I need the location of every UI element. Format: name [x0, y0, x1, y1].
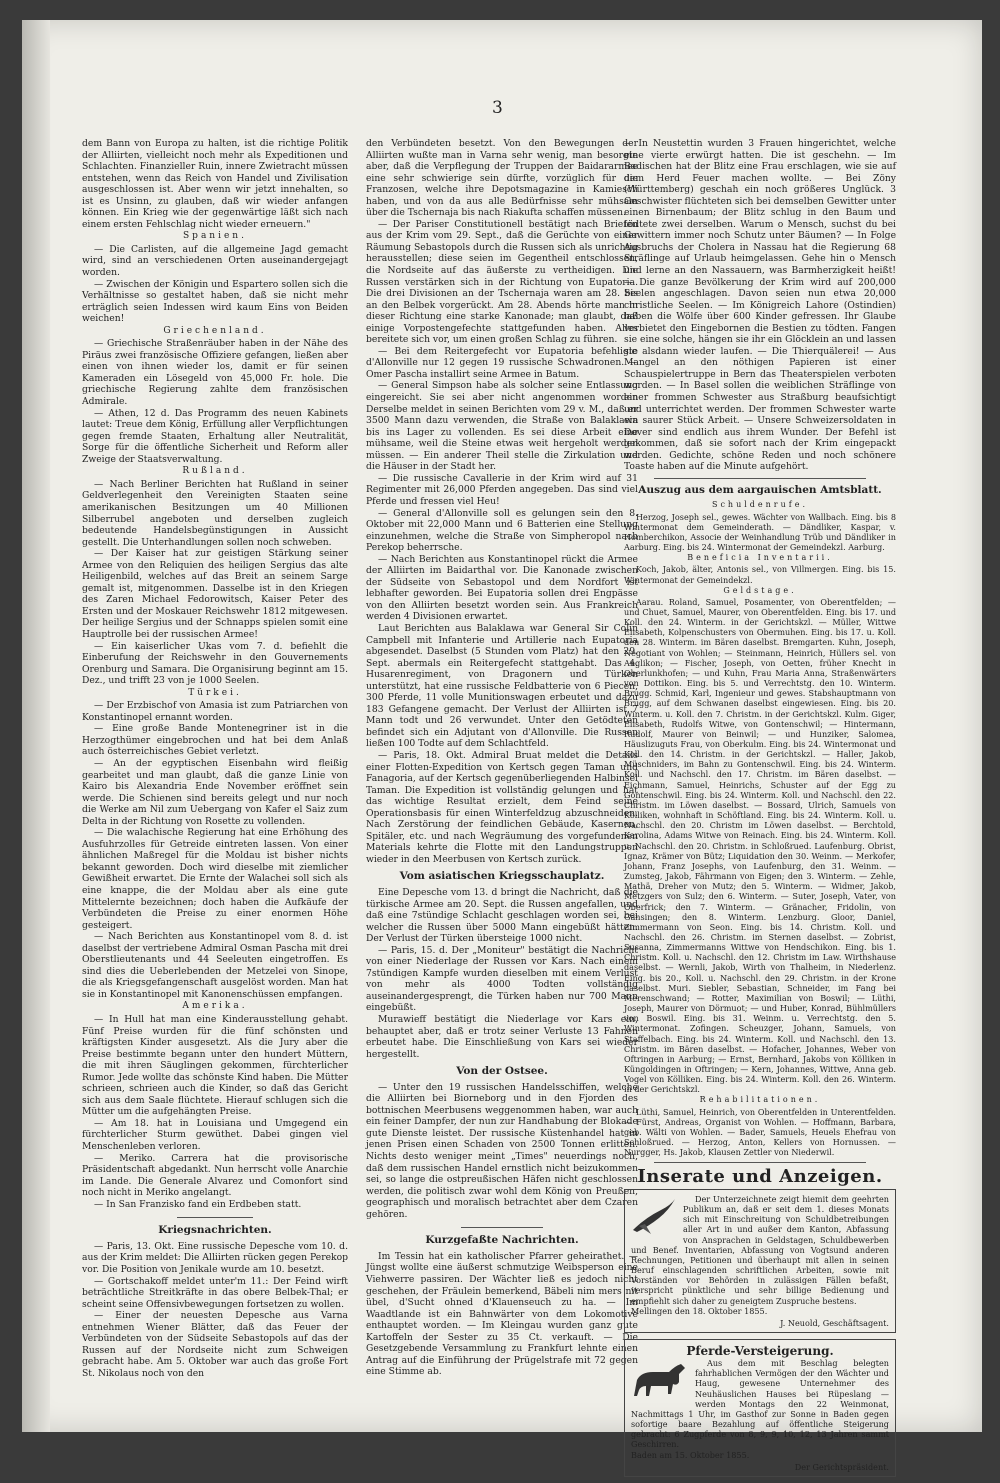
divider-rule	[654, 478, 866, 479]
ad-heading: Pferde-Versteigerung.	[686, 1343, 834, 1358]
article-paragraph: — Einer der neuesten Depesche aus Varna entnehmen Wiener Blätter, daß das Feuer der Verbündeten von der Südseite Sebastopols auf das der Russen auf der Nordseite nicht zum Schweigen gebracht habe. Am 5. Oktober war auch das große Fort St. Nikolaus noch von den	[82, 1310, 348, 1379]
ad-signature: Der Gerichtspräsident.	[794, 1461, 889, 1472]
article-paragraph: — Ein kaiserlicher Ukas vom 7. d. befiehlt die Einberufung der Reichswehr in den Gouvernements Orenburg und Samara. Die Organisirung beginnt am 15. Dez., und trifft 23 von je 1000 Seelen.	[82, 640, 348, 687]
subheading-bankruptcies: Geldstage.	[723, 585, 797, 595]
section-heading-russia: Rußland.	[182, 466, 248, 477]
article-paragraph: — Athen, 12 d. Das Programm des neuen Kabinets lautet: Treue dem König, Erfüllung aller Verpflichtungen gegen fremde Staaten, Erhaltung aller Neutralität, Sorge für die öffentliche Sicherheit und Reform aller Zweige der Staatsverwaltung.	[82, 407, 348, 465]
article-paragraph: — Nach Berichten aus Konstantinopel rückt die Armee der Alliirten im Baidarthal vor. Die Kanonade zwischen der Südseite von Sebastopol und dem Nordfort ist lebhafter geworden. Bei Eupatoria sollen drei Engpässe von den Alliirten besetzt worden sein. Aus Frankreich werden 4 Divisionen erwartet.	[366, 553, 638, 623]
article-paragraph: — In Neustettin wurden 3 Frauen hingerichtet, welche eine vierte erwürgt hatten. Die ist geschehn. — Im Badischen hat der Blitz eine Frau erschlagen, wie sie auf dem Herd Feuer machen wollte. — Bei Zöny (Württemberg) geschah ein noch größeres Unglück. 3 Geschwister flüchteten sich bei demselben Gewitter unter einen Birnenbaum; der Blitz schlug in den Baum und tödtete zwei derselben. Warum o Mensch, suchst du bei Gewittern immer noch Schutz unter Bäumen? — In Folge Ausbruchs der Cholera in Nassau hat die Regierung 68 Sträflinge auf Urlaub heimgelassen. Gehe hin o Mensch und lerne an den Nassauern, was Barmherzigkeit heißt! — Die ganze Bevölkerung der Krim wird auf 200,000 Seelen angeschlagen. Davon seien nun etwa 20,000 christliche Seelen. — Im Königreich Lahore (Ostindien) haben die Wölfe über 600 Kinder gefressen. Ihr Glaube verbietet den Eingebornen die Bestien zu tödten. Fangen sie eine solche, hängen sie ihr ein Glöcklein an und lassen sie alsdann wieder laufen. — Die Thierquälerei! — Aus Mangel an den nöthigen Papieren ist einer Schauspielertruppe in Bern das Theaterspielen verboten worden. — In Basel sollen die weiblichen Sträflinge von einer frommen Schwester aus Straßburg beaufsichtigt und unterrichtet werden. Der frommen Schwester warte ein saurer Stück Arbeit. — Unsere Schweizersoldaten in Dover sind endlich aus ihrem Wunder. Der Befehl ist gekommen, daß sie sofort nach der Krim eingepackt werden. Gedichte, schöne Reden und noch schönere Toaste haben auf die Minute aufgehört.	[624, 138, 896, 473]
ad-place-date: Mellingen den 18. Oktober 1855.	[631, 1305, 768, 1316]
article-paragraph: Laut Berichten aus Balaklawa war General Sir Colin Campbell mit Infanterie und Artillerie nach Eupatoria abgesendet. Daselbst (5 Stunden vom Platz) hat den 29. Sept. abermals ein Reitergefecht stattgehabt. Das 4. Husarenregiment, von Dragonern und Türken unterstützt, hat eine russische Feldbatterie von 6 Piecen, 300 Pferde, 11 volle Munitionswagen erbeutet und dazu 183 Gefangene gemacht. Der Verlust der Alliirten ist 7 Mann todt und 26 verwundet. Unter den Getödteten befindet sich ein Adjutant von d'Allonville. Die Russen ließen 100 Todte auf dem Schlachtfeld.	[366, 622, 638, 750]
article-paragraph: — Der Erzbischof von Amasia ist zum Patriarchen von Konstantinopel ernannt worden.	[82, 700, 348, 723]
section-heading-war-news: Kriegsnachrichten.	[158, 1224, 272, 1237]
column-left	[82, 138, 348, 1379]
article-paragraph: — Der Kaiser hat zur geistigen Stärkung seiner Armee von den Reliquien des heiligen Sergius das alte Heiligenbild, welches auf das Breit an seinem Sarge gemalt ist, mitgenommen. Dasselbe ist in den Kriegen des Zaren Michael Fedorowitsch, Kaiser Peter des Ersten und der Moskauer Reichswehr 1812 mitgewesen. Der heilige Sergius und der Schnapps spielen somit eine Hauptrolle bei der russischen Armee!	[82, 548, 348, 640]
newspaper-page	[22, 20, 982, 1472]
section-heading-advertisements: Inserate und Anzeigen.	[637, 1166, 883, 1188]
notice-paragraph: Aarau. Roland, Samuel, Posamenter, von Oberentfelden; — und Chuet, Samuel, Maurer, von Oberentfelden. Eing. bis 17. und Koll. den 24. Winterm. in der Gerichtskzl. — Müller, Wittwe Elisabeth, Kolpenschusters von Obermuhen. Eing. bis 17. u. Koll. den 28. Winterm. im Bären daselbst. Bremgarten. Kuhn, Joseph, Negotiant von Wohlen; — Steinmann, Heinrich, Hüllers sel. von Anglikon; — Fischer, Joseph, von Oetten, früher Knecht in Oberlunkhofen; — und Kuhn, Frau Maria Anna, Straßenwärters von Dottikon. Eing. bis 5. und Verrechtstg. den 10. Winterm. Brugg. Schmid, Karl, Ingenieur und gewes. Stabshauptmann von Brugg, auf dem Schwanen daselbst eingewiesen. Eing. bis 20. Winterm. u. Koll. den 7. Christm. in der Gerichtskzl. Kulm. Giger, Elisabeth, Rudolfs Witwe, von Gontenschwil; — Hintermann, Rudolf, Maurer von Beinwil; — und Hunziker, Salomea, Häuslizuguts Frau, von Oberkulm. Eing. bis 24. Wintermonat und Koll. den 14. Christm. in der Gerichtskzl. — Haller, Jakob, Müschniders, im Bahn zu Gontenschwil. Eing. bis 24. Winterm. Koll. und Nachschl. den 17. Christm. im Bären daselbst. — Eichmann, Samuel, Heinrichs, Schuster auf der Egg zu Gontenschwil. Eing. bis 24. Winterm. Koll. und Nachschl. den 22. Christm. im Löwen daselbst. — Bossard, Ulrich, Samuels von Kölliken, wohnhaft in Schöftland. Eing. bis 24. Winterm. Koll. u. Nachschl. den 20. Christm im Löwen daselbst. — Berchtold, Karolina, Adams Witwe von Reinach. Eing. bis 24. Winterm. Koll. u. Nachschl. den 20. Christm. in Schloßrued. Laufenburg. Obrist, Ignaz, Krämer von Bütz; Liquidation den 30. Weinm. — Merkofer, Johann, Franz Josephs, von Laufenburg, den 31. Weinm. — Zumsteg, Jakob, Fährmann von Eigen; den 3. Winterm. — Zehle, Mathä, Dreher von Mutz; den 5. Winterm. — Widmer, Jakob, Metzgers von Sulz; den 6. Winterm. — Suter, Joseph, Vater, von Oberfrick; den 7. Winterm. — Gränacher, Fridolin, von Gansingen; den 8. Winterm. Lenzburg. Gloor, Daniel, Zimmermann von Seon. Eing. bis 14. Christm. Koll. und Nachschl. den 26. Christm. im Sternen daselbst. — Zobrist, Susanna, Zimmermanns Wittwe von Hendschikon. Eing. bis 1. Christm. Koll. u. Nachschl. den 12. Christm im Law. Wirthshause daselbst. — Wernli, Jakob, Wirth von Thalheim, in Niederlenz. Eing. bis 20., Koll. u. Nachschl. den 29. Christm. in der Krone daselbst. Muri. Siebler, Sebastian, Schneider, im Fang bei Merenschwand; — Rotter, Maximilian von Boswil; — Lüthi, Joseph, Maurer von Dörmuot; — und Huber, Konrad, Bühlmüllers von Boswil. Eing. bis 31. Weinm. u. Verrechtstg. den 5. Wintermonat. Zofingen. Scheuzger, Johann, Samuels, von Staffelbach. Eing. bis 24. Winterm. Koll. und Nachschl. den 13. Christm. im Bären daselbst. — Hofacher, Johannes, Weber von Oftringen in Aarburg; — Ernst, Bernhard, Jakobs von Kölliken in Küngoldingen in Oftringen; — Kern, Johannes, Wittwe, Anna geb. Vogel von Kölliken. Eing. bis 24. Winterm. Koll. den 26. Winterm. in der Gerichtskzl.	[624, 596, 896, 1095]
column-middle	[366, 138, 638, 1378]
article-paragraph: — In Hull hat man eine Kinderausstellung gehabt. Fünf Preise wurden für die fünf schönsten und kräftigsten Kinder ausgesetzt. Als die Jury aber die Preise bestimmte begann unter den hundert Müttern, die mit ihren Säuglingen gekommen, fürchterlicher Rumor. Jede wollte das schönste Kind haben. Die Mütter schrieen, schrieen auch die Kinder, so daß das Gericht sich aus dem Saale flüchtete. Hierauf schlugen sich die Mütter um die aufgehängten Preise.	[82, 1014, 348, 1118]
article-paragraph: den Verbündeten besetzt. Von den Bewegungen der Alliirten wußte man in Varna sehr wenig, man besorgte aber, daß die Verpflegung der Truppen der Baidararmee eine sehr schwierige sein dürfte, vorzüglich für die Franzosen, welche ihre Depotsmagazine in Kamiesch haben, und von da aus alle Bedürfnisse sehr mühsam über die Tschernaja bis nach Riakufta schaffen müssen.	[366, 138, 638, 219]
ad-place-date: Baden am 15. Oktober 1855.	[631, 1449, 750, 1460]
page-fold-shadow	[22, 20, 50, 1432]
section-heading-greece: Griechenland.	[163, 325, 267, 336]
article-paragraph: — Der Pariser Constitutionell bestätigt nach Briefen aus der Krim vom 29. Sept., daß die Gerüchte von einer Räumung Sebastopols durch die Russen sich als unrichtig herausstellen; diese seien im Gegentheil entschlossen, die Nordseite auf das äußerste zu vertheidigen. Die Russen verstärken sich in der Richtung von Eupatoria. Die drei Divisionen an der Tschernaja waren am 28. bis an den Belbek vorgerückt. Am 28. Abends hörte man in dieser Richtung eine starke Kanonade; man glaubt, daß einige Vorpostengefechte stattgefunden haben. Alles bereitete sich vor, um einen großen Schlag zu führen.	[366, 218, 638, 346]
article-paragraph: Eine Depesche vom 13. d bringt die Nachricht, daß die türkische Armee am 20. Sept. die Russen angefallen, und daß eine 7stündige Schlacht geschlagen worden sei, bei welcher die Russen über 5000 Mann eingebüßt hätten. Der Verlust der Türken übersteige 1000 nicht.	[366, 887, 638, 945]
section-heading-turkey: Türkei.	[188, 687, 242, 698]
article-paragraph: — Griechische Straßenräuber haben in der Nähe des Piräus zwei französische Offiziere gefangen, ließen aber einen von ihnen wieder los, damit er für seinen Kameraden ein Lösegeld von 45,000 Fr. hole. Die griechische Regierung zahlte dem französischen Admirale.	[82, 338, 348, 408]
section-heading-baltic: Von der Ostsee.	[456, 1065, 548, 1078]
article-paragraph: — General d'Allonville soll es gelungen sein den 8. Oktober mit 22,000 Mann und 6 Batterien eine Stellung einzunehmen, welche die Straße von Simpheropol nach Perekop beherrsche.	[366, 507, 638, 554]
article-paragraph: — Paris, 18. Okt. Admiral Bruat meldet die Details einer Flotten-Expedition von Kertsch gegen Taman und Fanagoria, auf der Kertsch gegenüberliegenden Halbinsel Taman. Die Expedition ist vollständig gelungen und hat das wichtige Resultat erzielt, dem Feind seine Operationsbasis für einen Winterfeldzug abzuschneiden. Nach Zerstörung der feindlichen Gebäude, Kasernen, Spitäler, etc. und nach Wegräumung des vorgefundenen Materials kehrte die Flotte mit den Landungstruppen wieder in den Meerbusen von Kertsch zurück.	[366, 749, 638, 865]
article-paragraph: — Paris, 13. Okt. Eine russische Depesche vom 10. d. aus der Krim meldet: Die Alliirten rücken gegen Perekop vor. Die Position von Jenikale wurde am 10. besetzt.	[82, 1240, 348, 1275]
article-paragraph: — Am 18. hat in Louisiana und Umgegend ein fürchterlicher Sturm gewüthet. Dabei gingen viel Menschenleben verloren.	[82, 1117, 348, 1153]
divider-rule	[654, 1162, 866, 1163]
article-paragraph: — Gortschakoff meldet unter'm 11.: Der Feind wirft beträchtliche Streitkräfte in das obere Belbek-Thal; er scheint seine Offensivbewegungen fortsetzen zu wollen.	[82, 1275, 348, 1310]
section-heading-spain: Spanien.	[183, 231, 247, 242]
article-paragraph: — General Simpson habe als solcher seine Entlassung eingereicht. Sie sei aber nicht angenommen worden Derselbe meldet in seinen Berichten vom 29 v. M., daß er 3500 Mann dazu verwenden, die Straße von Balaklawa bis ins Lager zu vollenden. Es sei diese Arbeit eine mühsame, weil die Steine etwas weit hergeholt werden müssen. — Ein anderer Theil stelle die Zirkulation und die Häuser in der Stadt her.	[366, 380, 638, 473]
article-paragraph: — Eine große Bande Montenegriner ist in die Herzogthümer eingebrochen und hat bei dem Anlaß auch österreichisches Gebiet verletzt.	[82, 723, 348, 758]
notice-paragraph: Lüthi, Samuel, Heinrich, von Oberentfelden in Unterentfelden. — Fürst, Andreas, Organist von Wohlen. — Hoffmann, Barbara, geb. Wälti von Wohlen. — Bader, Samuels, Heuels Ehefrau von Schloßrued. — Herzog, Anton, Kellers von Hornussen. — Nurgger, Hs. Jakob, Klausen Zettler von Niederwil.	[624, 1106, 896, 1158]
ad-text: Aus dem mit Beschlag belegten fahrhablichen Vermögen der den Wächter und Haug, gewesene Unternehmer des Neuhäuslichen Hauses bei Rüpeslang — werden Montags den 22 Weinmonat, Nachmittags 1 Uhr, im Gasthof zur Sonne in Baden gegen sofortige baare Bezahlung auf öffentliche Steigerung gebracht: 6 Zugpferde von 8, 9, 9, 10, 12, 13 Jahren sammt Geschirren.	[631, 1358, 889, 1450]
advertisement-horse-auction	[624, 1339, 896, 1477]
subheading-rehabilitations: Rehabilitationen.	[699, 1095, 821, 1105]
ad-signature: J. Neuold, Geschäftsagent.	[780, 1317, 889, 1328]
quill-hand-icon	[631, 1196, 677, 1236]
article-paragraph: — In San Franzisko fand ein Erdbeben statt.	[94, 1198, 302, 1210]
article-paragraph: — Paris, 15. d. Der „Moniteur" bestätigt die Nachricht von einer Niederlage der Russen vor Kars. Nach einem 7stündigen Kampfe wurden dieselben mit einem Verlust von mehr als 4000 Todten vollständig auseinandergesprengt, die Türken haben nur 700 Mann eingebüßt.	[366, 944, 638, 1014]
horse-icon	[631, 1360, 689, 1404]
article-paragraph: — Zwischen der Königin und Espartero sollen sich die Verhältnisse so gestaltet haben, daß sie nicht mehr erträglich seien Indessen wird kaum Eins von Beiden weichen!	[82, 278, 348, 325]
article-paragraph: — An der egyptischen Eisenbahn wird fleißig gearbeitet und man glaubt, daß die ganze Linie von Kairo bis Alexandria Ende November eröffnet sein werde. Die Schienen sind bereits gelegt und nur noch die Werke am Nil zum Uebergang von Kafer el Saiz zum Delta in der Richtung von Rosette zu vollenden.	[82, 757, 348, 827]
article-paragraph: dem Bann von Europa zu halten, ist die richtige Politik der Alliirten, vielleicht noch mehr als Expeditionen und Schlachten. Finanzieller Ruin, innere Zwietracht müssen entstehen, wenn das Reich von Handel und Zivilisation ausgeschlossen ist. Aber wenn wir jetzt innehalten, so ist es Unsinn, zu glauben, daß wir wieder anfangen können. Ein Krieg wie der gegenwärtige läßt sich nach einem ersten Fehlschlag nicht wieder erneuern."	[82, 138, 348, 230]
notice-paragraph: Koch, Jakob, älter, Antonis sel., von Villmergen. Eing. bis 15. Wintermonat der Gemeindekzl.	[624, 564, 896, 585]
ad-text: Der Unterzeichnete zeigt hiemit dem geehrten Publikum an, daß er seit dem 1. dieses Monats sich mit Einschreitung von Schuldbetreibungen aller Art in und außer dem Kanton, Abfassung von Ansprachen in Geldstagen, Schuldbewerben und Benef. Inventarien, Abfassung von Vogtsund anderen Rechnungen, Petitionen und überhaupt mit allen in seinen Beruf einschlagenden schriftlichen Arbeiten, sowie mit Vorständen vor Behörden in zulässigen Fällen befaßt, verspricht pünktliche und sehr billige Bedienung und empfiehlt sich daher zu geneigtem Zuspruche bestens.	[631, 1193, 889, 1306]
section-heading-america: Amerika.	[182, 1001, 248, 1012]
article-paragraph: — Die Carlisten, auf die allgemeine Jagd gemacht wird, sind an verschiedenen Orten auseinandergejagt worden.	[82, 243, 348, 279]
article-paragraph: — Nach Berichten aus Konstantinopel vom 8. d. ist daselbst der vertriebene Admiral Osman Pascha mit drei Oberstlieutenants und 44 Seeleuten eingetroffen. Es sind dies die Ueberlebenden der Metzelei von Sinope, die als Kriegsgefangenschaft ausgelöst worden. Man hat sie in Konstantinopel mit Kanonenschüssen empfangen.	[82, 931, 348, 1000]
notice-paragraph: Herzog, Joseph sel., gewes. Wächter von Wallbach. Eing. bis 8 Wintermonat dem Gemeinderath. — Dändliker, Kaspar, v. Homberchikon, Associe der Weinhandlung Trüb und Dändliker in Aarburg. Eing. bis 24. Wintermonat der Gemeindekzl. Aarburg.	[624, 511, 896, 553]
article-paragraph: — Die russische Cavallerie in der Krim wird auf 31 Regimenter mit 26,000 Pferden angegeben. Das sind viel Pferde und fressen viel Heu!	[366, 472, 638, 507]
article-paragraph: — Die walachische Regierung hat eine Erhöhung des Ausfuhrzolles für Getreide eintreten lassen. Von einer ähnlichen Maßregel für die Moldau ist bisher nichts bekannt geworden. Doch wird dieselbe mit ziemlicher Gewißheit erwartet. Die Ernte der Walachei soll sich als eine knappe, die der Moldau aber als eine gute Mittelernte bezeichnen; doch haben die Aufkäufe der Verbündeten die Preise zu einer enormen Höhe gesteigert.	[82, 827, 348, 931]
subheading-inventory: Beneficia Inventarii.	[687, 553, 833, 563]
column-right	[624, 138, 896, 1483]
article-paragraph: — Meriko. Carrera hat die provisorische Präsidentschaft abgedankt. Nun herrscht volle Anarchie im Lande. Die Generale Alvarez und Comonfort sind noch nicht in Meriko angelangt.	[82, 1152, 348, 1199]
divider-rule	[177, 1217, 253, 1218]
advertisement-agent	[624, 1189, 896, 1333]
section-heading-short-news: Kurzgefaßte Nachrichten.	[425, 1234, 579, 1247]
article-paragraph: Murawieff bestätigt die Niederlage vor Kars ein, behauptet aber, daß er trotz seiner Verluste 13 Fahnen erbeutet habe. Die Einschließung von Kars sei wieder hergestellt.	[366, 1014, 638, 1060]
page-number: 3	[492, 98, 503, 118]
article-paragraph: — Unter den 19 russischen Handelsschiffen, welche die Alliirten bei Biorneborg und in den Fjorden des bottnischen Meerbusens weggenommen haben, war auch ein feiner Dampfer, der nun zur Handhabung der Blokade gute Dienste leistet. Der russische Küstenhandel hat in jenen Prisen einen Schaden von 2500 Tonnen erlitten. Nichts desto weniger meint „Times" neuerdings noch, daß dem russischen Handel ernstlich nicht beizukommen sei, so lange die ostpreußischen Häfen nicht geschlossen werden, die politisch zwar wohl dem König von Preußen, geographisch und moralisch betrachtet aber dem Czaren gehören.	[366, 1081, 638, 1220]
divider-rule	[461, 1227, 543, 1228]
section-heading-asia: Vom asiatischen Kriegsschauplatz.	[399, 870, 605, 883]
article-paragraph: Im Tessin hat ein katholischer Pfarrer geheirathet. — Jüngst wollte eine äußerst schmutzige Weibsperson eine Viehwerre passiren. Der Wächter ließ es jedoch nicht geschehen, der Fräulein bemerkend, Bäbeli nim mers nit übel, d'Sucht ohned d'Klauenseuch zu ha. — Im Waadtlande ist ein Bahnwärter von dem Lokomotive enthauptet worden. — Im Kleingau wurden ganz gute Kartoffeln der Sester zu 35 Ct. verkauft. — Die Gesetzgebende Versammlung zu Frankfurt lehnte einen Antrag auf die Einführung der Prügelstrafe mit 72 gegen eine Stimme ab.	[366, 1250, 638, 1378]
article-paragraph: — Nach Berliner Berichten hat Rußland in seiner Geldverlegenheit den Vereinigten Staaten seine amerikanischen Besitzungen um 40 Millionen Silberrubel angeboten und derselben zugleich bedeutende Handelsbegünstigungen in Aussicht gestellt. Die Unterhandlungen sollen noch schweben.	[82, 478, 348, 548]
subheading-debt-calls: Schuldenrufe.	[711, 500, 809, 510]
section-heading-official-gazette: Auszug aus dem aargauischen Amtsblatt.	[638, 483, 882, 496]
article-paragraph: — Bei dem Reitergefecht vor Eupatoria befehligte d'Allonville nur 12 gegen 19 russische Schwadronen. — Omer Pascha installirt seine Armee in Batum.	[366, 345, 638, 380]
